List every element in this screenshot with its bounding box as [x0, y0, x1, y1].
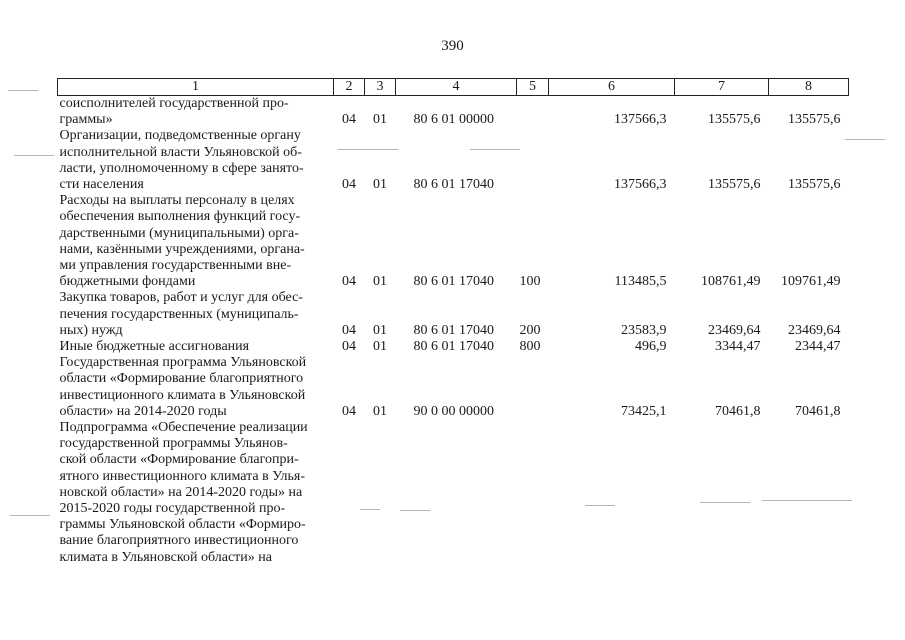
- amount-col-6: 496,9: [635, 339, 667, 355]
- description-line: сти населения: [59, 177, 144, 193]
- table-row: [58, 96, 849, 129]
- expense-type-code: [517, 355, 549, 420]
- amount-col-8: [769, 420, 849, 566]
- description-line: бюджетными фондами: [59, 274, 196, 290]
- target-article-code: 80 6 01 17040: [413, 274, 494, 290]
- target-article-code: 90 0 00 00000: [413, 403, 494, 419]
- subsection-code: 01: [373, 274, 387, 290]
- subsection-code: 01: [373, 177, 387, 193]
- row-description: [58, 96, 334, 129]
- header-col-5: 5: [517, 79, 549, 96]
- description-line: ласти, уполномоченному в сфере занято-: [59, 160, 304, 176]
- description-line: области» на 2014-2020 годы: [59, 403, 227, 419]
- section-code: 04: [342, 112, 356, 128]
- row-description: [58, 128, 334, 193]
- row-description: [58, 420, 334, 566]
- target-article-code: 80 6 01 17040: [413, 339, 494, 355]
- expense-type-code: [517, 420, 549, 566]
- description-line: обеспечения выполнения функций госу-: [59, 209, 301, 225]
- description-line: ных) нужд: [59, 322, 123, 338]
- expense-type-code: [517, 96, 549, 129]
- table-row: [58, 193, 849, 290]
- description-line: ятного инвестиционного климата в Улья-: [59, 468, 306, 484]
- scan-mark: [338, 149, 398, 150]
- description-line: Подпрограмма «Обеспечение реализации: [59, 420, 308, 436]
- amount-col-7: [675, 420, 769, 566]
- amount-col-8: 23469,64: [788, 322, 841, 338]
- description-line: климата в Ульяновской области» на: [59, 549, 272, 565]
- amount-col-8: 2344,47: [795, 339, 841, 355]
- expense-type-code: 100: [519, 274, 541, 290]
- description-line: государственной программы Ульянов-: [59, 436, 288, 452]
- scan-mark: [360, 509, 380, 510]
- amount-col-6: [549, 420, 675, 566]
- section-code: [334, 420, 365, 566]
- description-line: нами, казёнными учреждениями, органа-: [59, 241, 305, 257]
- description-line: дарственными (муниципальными) орга-: [59, 225, 299, 241]
- table-row: [58, 128, 849, 193]
- description-line: Расходы на выплаты персоналу в целях: [59, 193, 295, 209]
- description-line: печения государственных (муниципаль-: [59, 306, 299, 322]
- description-line: Организации, подведомственные органу: [59, 128, 301, 144]
- amount-col-7: 135575,6: [708, 177, 761, 193]
- scan-mark: [400, 510, 430, 511]
- header-col-2: 2: [334, 79, 365, 96]
- target-article-code: [396, 420, 517, 566]
- header-col-7: 7: [675, 79, 769, 96]
- scan-mark: [470, 149, 520, 150]
- header-col-3: 3: [365, 79, 396, 96]
- budget-table: [57, 78, 849, 566]
- page-number: 390: [441, 38, 464, 54]
- scan-mark: [585, 505, 615, 506]
- row-description: [58, 290, 334, 339]
- amount-col-8: 70461,8: [795, 403, 841, 419]
- description-line: 2015-2020 годы государственной про-: [59, 501, 286, 517]
- table-row: [58, 339, 849, 355]
- description-line: Государственная программа Ульяновской: [59, 355, 307, 371]
- amount-col-7: 70461,8: [715, 403, 761, 419]
- amount-col-8: 109761,49: [781, 274, 841, 290]
- section-code: 04: [342, 322, 356, 338]
- subsection-code: [365, 420, 396, 566]
- amount-col-7: 108761,49: [701, 274, 761, 290]
- scan-mark: [10, 515, 50, 516]
- description-line: граммы»: [59, 112, 113, 128]
- scan-mark: [762, 500, 852, 501]
- subsection-code: 01: [373, 112, 387, 128]
- table-header: [58, 79, 849, 96]
- description-line: новской области» на 2014-2020 годы» на: [59, 484, 303, 500]
- row-description: [58, 339, 334, 355]
- budget-table-container: [57, 78, 848, 566]
- scan-mark: [700, 502, 750, 503]
- description-line: Закупка товаров, работ и услуг для обес-: [59, 290, 303, 306]
- target-article-code: 80 6 01 00000: [413, 112, 494, 128]
- section-code: 04: [342, 403, 356, 419]
- header-col-1: 1: [58, 79, 334, 96]
- description-line: инвестиционного климата в Ульяновской: [59, 387, 306, 403]
- subsection-code: 01: [373, 322, 387, 338]
- table-row: [58, 290, 849, 339]
- description-line: области «Формирование благоприятного: [59, 371, 304, 387]
- expense-type-code: [517, 128, 549, 193]
- expense-type-code: 200: [519, 322, 541, 338]
- description-line: ми управления государственными вне-: [59, 258, 292, 274]
- amount-col-7: 23469,64: [708, 322, 761, 338]
- header-col-4: 4: [396, 79, 517, 96]
- description-line: ской области «Формирование благопри-: [59, 452, 299, 468]
- amount-col-6: 23583,9: [621, 322, 667, 338]
- section-code: 04: [342, 274, 356, 290]
- header-row: [58, 79, 849, 96]
- scan-mark: [845, 139, 885, 140]
- description-line: исполнительной власти Ульяновской об-: [59, 144, 302, 160]
- description-line: вание благоприятного инвестиционного: [59, 533, 299, 549]
- scan-mark: [14, 155, 54, 156]
- header-col-8: 8: [769, 79, 849, 96]
- amount-col-8: 135575,6: [788, 112, 841, 128]
- table-body: [58, 96, 849, 566]
- section-code: 04: [342, 339, 356, 355]
- row-description: [58, 193, 334, 290]
- description-line: соисполнителей государственной про-: [59, 96, 289, 111]
- target-article-code: 80 6 01 17040: [413, 322, 494, 338]
- target-article-code: 80 6 01 17040: [413, 177, 494, 193]
- expense-type-code: 800: [519, 339, 541, 355]
- description-line: Иные бюджетные ассигнования: [59, 339, 250, 355]
- row-description: [58, 355, 334, 420]
- amount-col-7: 3344,47: [715, 339, 761, 355]
- table-row: [58, 355, 849, 420]
- amount-col-6: 73425,1: [621, 403, 667, 419]
- scan-mark: [8, 90, 38, 91]
- table-row: [58, 420, 849, 566]
- description-line: граммы Ульяновской области «Формиро-: [59, 517, 306, 533]
- amount-col-7: 135575,6: [708, 112, 761, 128]
- amount-col-6: 137566,3: [614, 112, 667, 128]
- subsection-code: 01: [373, 403, 387, 419]
- section-code: 04: [342, 177, 356, 193]
- header-col-6: 6: [549, 79, 675, 96]
- amount-col-6: 113485,5: [614, 274, 667, 290]
- amount-col-6: 137566,3: [614, 177, 667, 193]
- subsection-code: 01: [373, 339, 387, 355]
- amount-col-8: 135575,6: [788, 177, 841, 193]
